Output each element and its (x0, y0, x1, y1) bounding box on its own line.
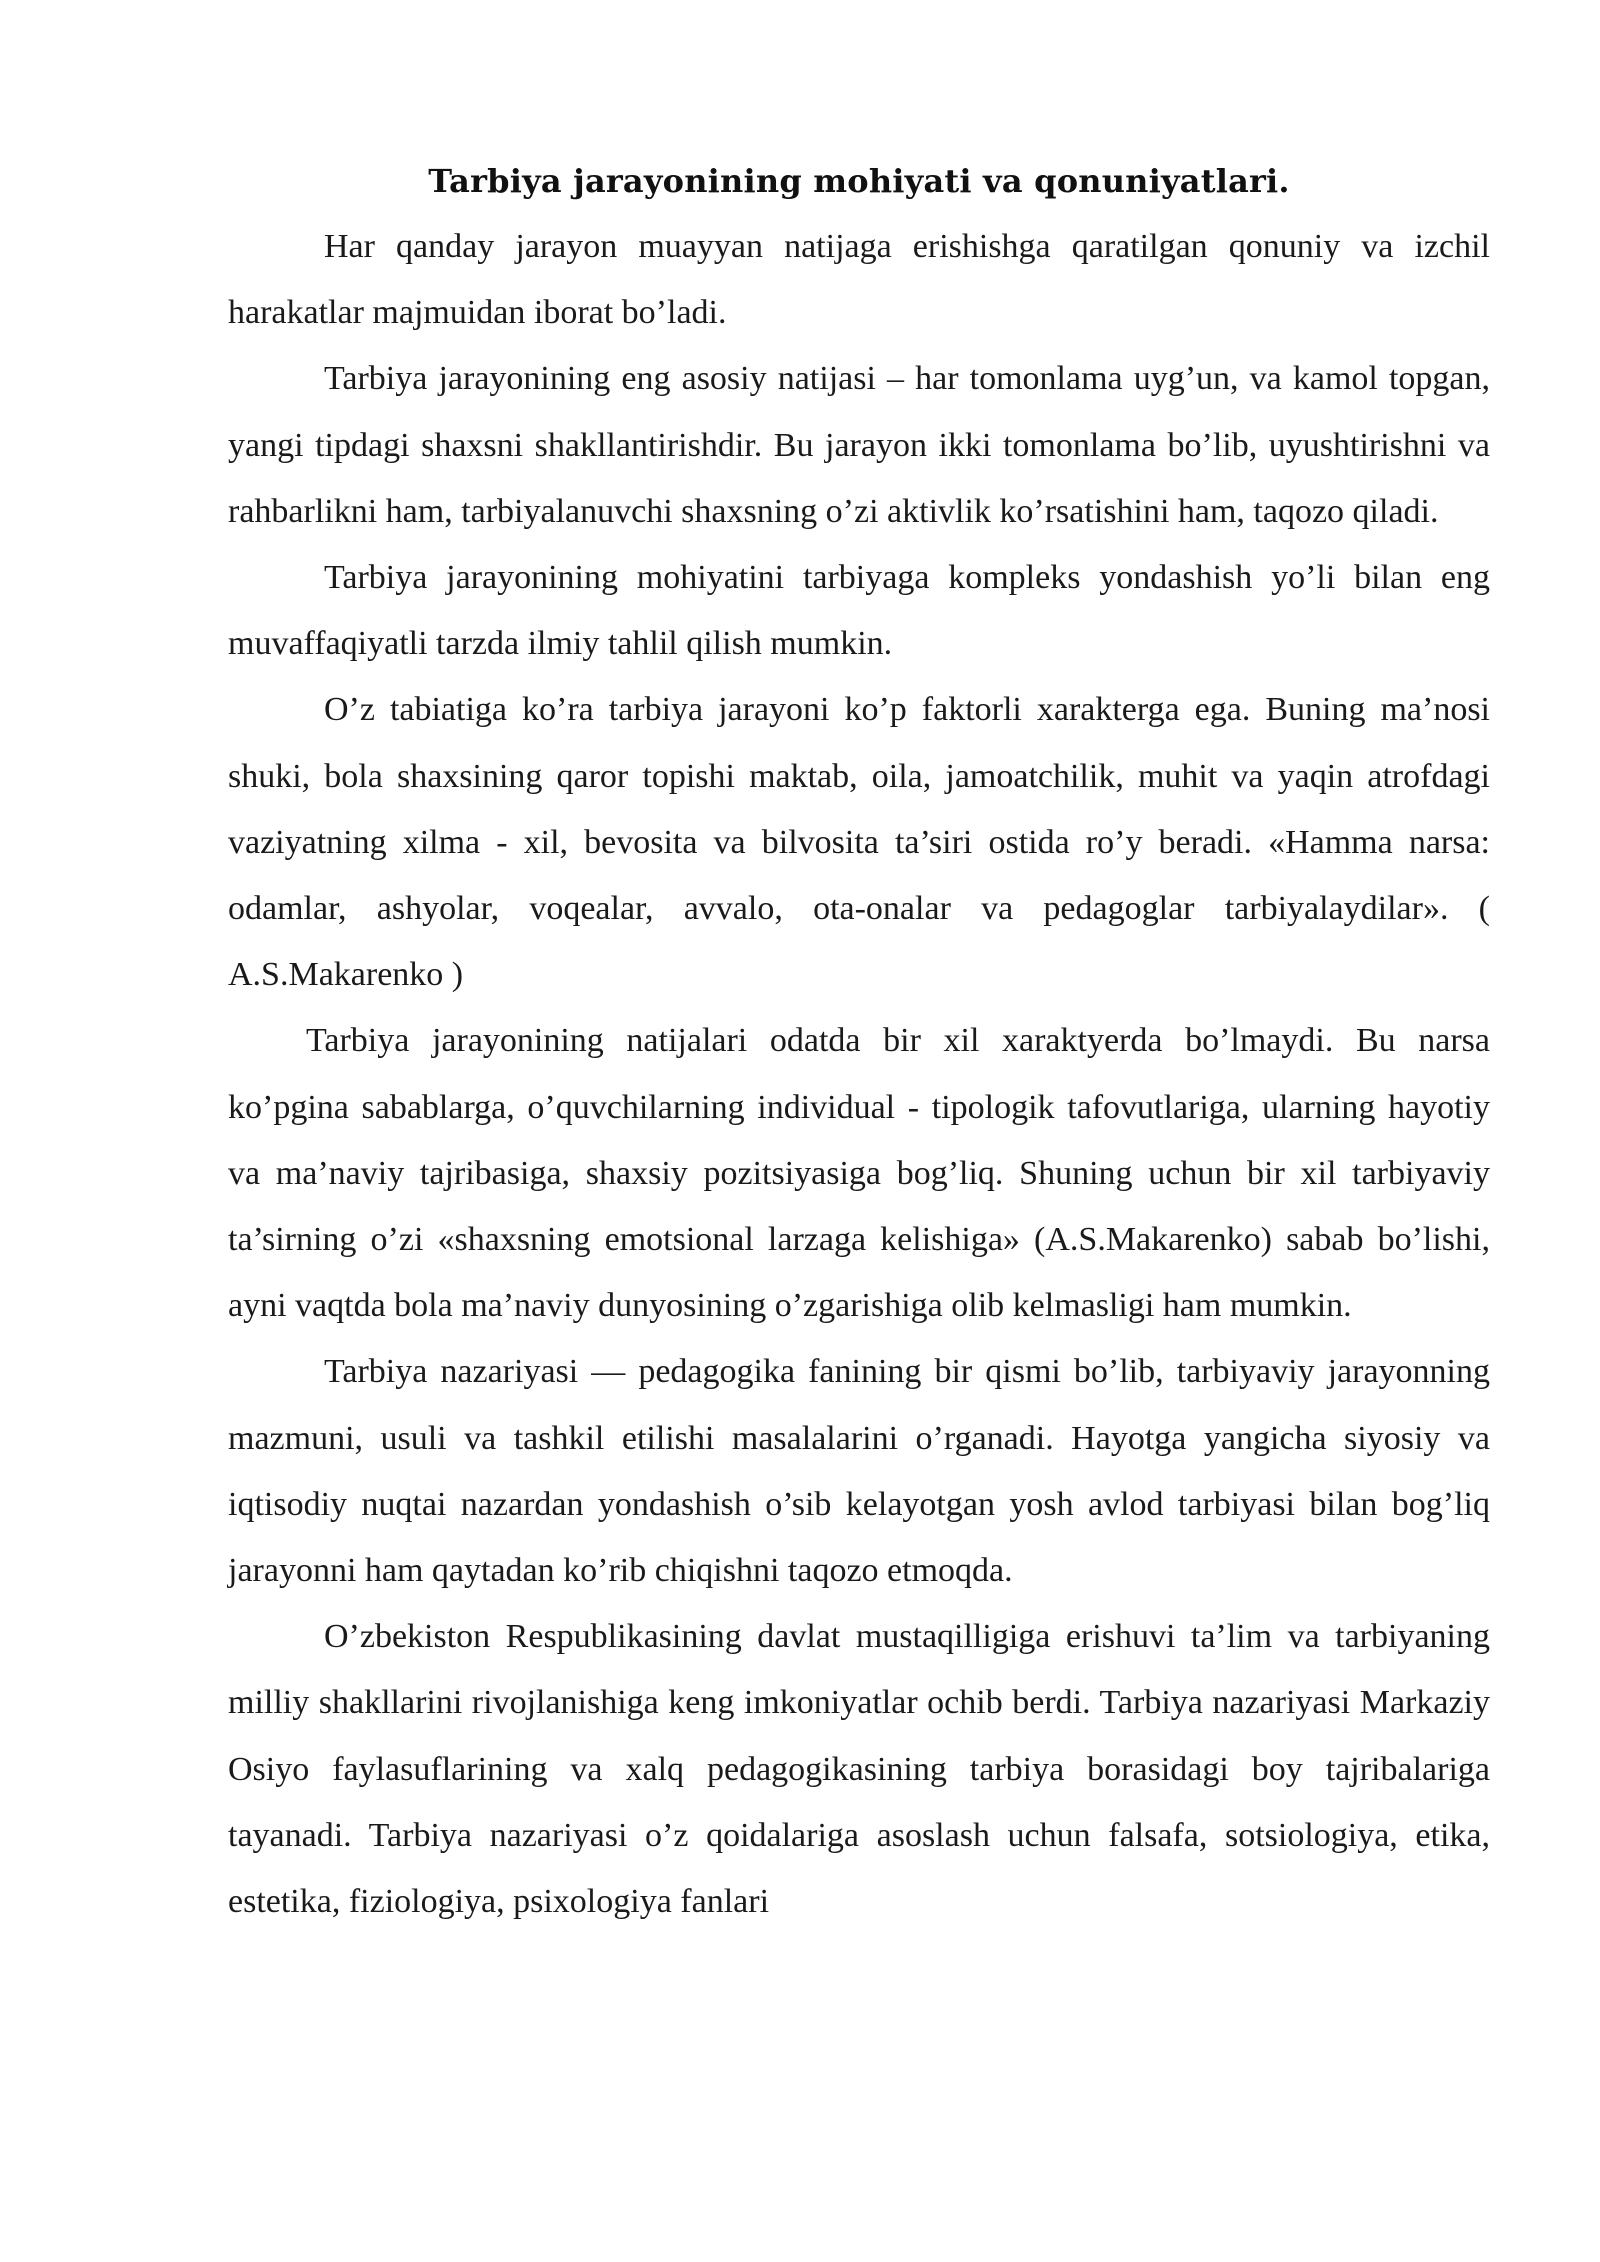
paragraph-5: Tarbiya jarayonining natijalari odatda bir xil xaraktyerda bo’lmaydi. Bu narsa ko’pgina sabablarga, o’quvchilarning individual - tipologik tafovutlariga, ularning hayotiy va ma’naviy tajribasiga, shaxsiy pozitsiyasiga bog’liq. Shuning uchun bir xil tarbiyaviy ta’sirning o’zi «shaxsning emotsional larzaga kelishiga» (A.S.Makarenko) sabab bo’lishi, ayni vaqtda bola ma’naviy dunyosining o’zgarishiga olib kelmasligi ham mumkin. (228, 1022, 1490, 1325)
paragraph-2: Tarbiya jarayonining eng asosiy natijasi – har tomonlama uyg’un, va kamol topgan, yangi tipdagi shaxsni shakllantirishdir. Bu jarayon ikki tomonlama bo’lib, uyushtirishni va rahbarlikni ham, tarbiyalanuvchi shaxsning o’zi aktivlik ko’rsatishini ham, taqozo qiladi. (228, 360, 1490, 530)
document-body (228, 150, 1490, 1935)
document-title: Tarbiya jarayonining mohiyati va qonuniyatlari. (428, 162, 1290, 200)
paragraph-1: Har qanday jarayon muayyan natijaga erishishga qaratilgan qonuniy va izchil harakatlar majmuidan iborat bo’ladi. (228, 228, 1490, 332)
paragraph-3: Tarbiya jarayonining mohiyatini tarbiyaga kompleks yondashish yo’li bilan eng muvaffaqiyatli tarzda ilmiy tahlil qilish mumkin. (228, 559, 1490, 663)
paragraph-6: Tarbiya nazariyasi — pedagogika fanining bir qismi bo’lib, tarbiyaviy jarayonning mazmuni, usuli va tashkil etilishi masalalarini o’rganadi. Hayotga yangicha siyosiy va iqtisodiy nuqtai nazardan yondashish o’sib kelayotgan yosh avlod tarbiyasi bilan bog’liq jarayonni ham qaytadan ko’rib chiqishni taqozo etmoqda. (228, 1353, 1490, 1590)
paragraph-7: O’zbekiston Respublikasining davlat mustaqilligiga erishuvi ta’lim va tarbiyaning milliy shakllarini rivojlanishiga keng imkoniyatlar ochib berdi. Tarbiya nazariyasi Markaziy Osiyo faylasuflarining va xalq pedagogikasining tarbiya borasidagi boy tajribalariga tayanadi. Tarbiya nazariyasi o’z qoidalariga asoslash uchun falsafa, sotsiologiya, etika, estetika, fiziologiya, psixologiya fanlari (228, 1618, 1490, 1921)
paragraph-4: O’z tabiatiga ko’ra tarbiya jarayoni ko’p faktorli xarakterga ega. Buning ma’nosi shuki, bola shaxsining qaror topishi maktab, oila, jamoatchilik, muhit va yaqin atrofdagi vaziyatning xilma - xil, bevosita va bilvosita ta’siri ostida ro’y beradi. «Hamma narsa: odamlar, ashyolar, voqealar, avvalo, ota-onalar va pedagoglar tarbiyalaydilar». ( A.S.Makarenko ) (228, 691, 1490, 994)
